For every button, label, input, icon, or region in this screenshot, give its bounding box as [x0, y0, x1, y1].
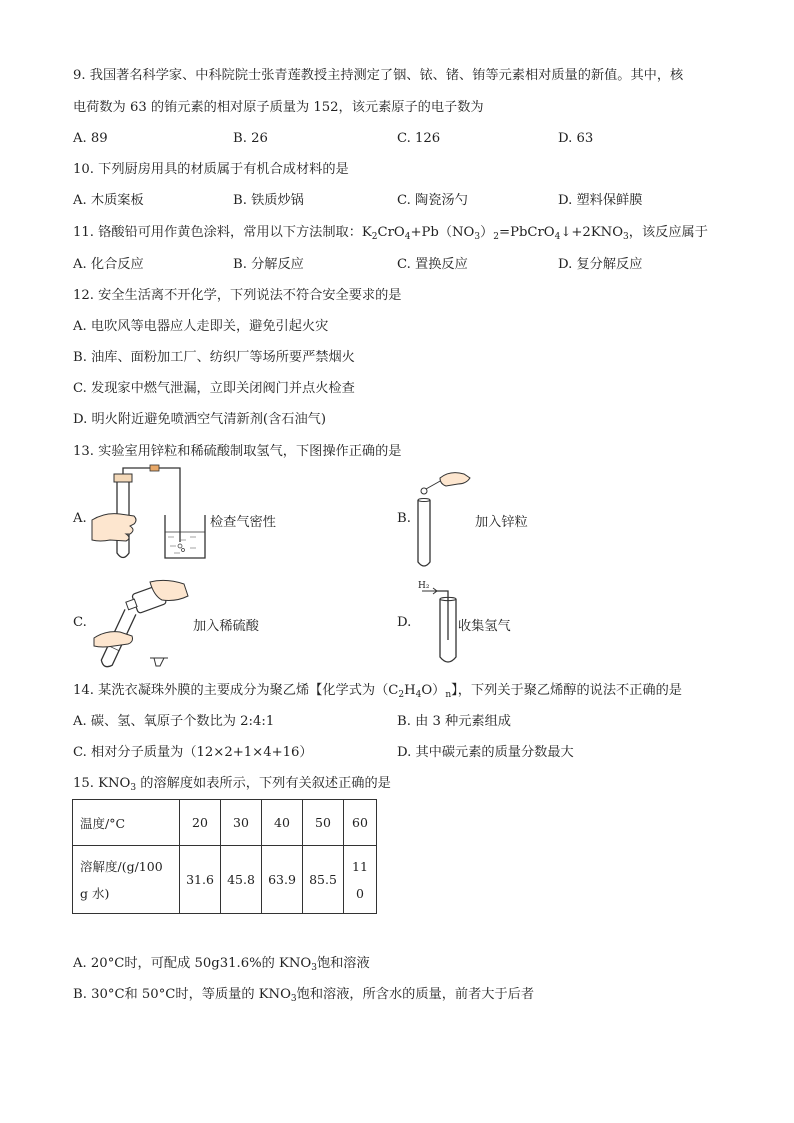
q13-stem: 13. 实验室用锌粒和稀硫酸制取氢气，下图操作正确的是 — [73, 444, 402, 459]
q15-option-a: A. 20°C时，可配成 50g31.6%的 $KNO_3$饱和溶液 — [73, 956, 370, 973]
q9-option-c: C. 126 — [397, 131, 441, 146]
q13-label-d: D. — [397, 615, 412, 630]
q10-option-a: A. 木质案板 — [73, 193, 144, 208]
figure-adding-acid — [92, 580, 192, 670]
q13-caption-a: 检查气密性 — [210, 515, 276, 530]
solubility-table — [72, 799, 377, 914]
q12-option-b: B. 油库、面粉加工厂、纺织厂等场所要严禁烟火 — [73, 350, 355, 365]
q12-option-d: D. 明火附近避免喷洒空气清新剂(含石油气) — [73, 412, 326, 427]
q10-option-c: C. 陶瓷汤勺 — [397, 193, 468, 208]
q11-option-c: C. 置换反应 — [397, 257, 468, 272]
table-cell: 30 — [221, 800, 262, 846]
table-cell: 85.5 — [303, 846, 344, 914]
q14-option-a: A. 碳、氢、氧原子个数比为 2:4:1 — [73, 714, 275, 729]
q15-option-b: B. 30°C和 50°C时，等质量的 $KNO_3$饱和溶液，所含水的质量，前者大于后者 — [73, 987, 535, 1004]
q13-caption-b: 加入锌粒 — [475, 515, 528, 530]
q11-option-d: D. 复分解反应 — [558, 257, 643, 272]
table-cell: 60 — [344, 800, 377, 846]
q14-option-b: B. 由 3 种元素组成 — [397, 714, 511, 729]
q10-option-d: D. 塑料保鲜膜 — [558, 193, 643, 208]
q13-h2-label: H₂ — [418, 581, 430, 591]
q11-option-a: A. 化合反应 — [73, 257, 144, 272]
q15-stem: 15. $KNO_3$ 的溶解度如表所示，下列有关叙述正确的是 — [73, 776, 391, 793]
q11-stem: 11. 铬酸铅可用作黄色涂料，常用以下方法制取：$K_2CrO_4+Pb(NO_3)_2=PbCrO_4↓+2KNO_3$，该反应属于 — [73, 225, 708, 242]
q14-option-d: D. 其中碳元素的质量分数最大 — [397, 745, 574, 760]
table-cell: 20 — [180, 800, 221, 846]
q13-label-b: B. — [397, 511, 411, 526]
q10-option-b: B. 铁质炒锅 — [233, 193, 304, 208]
q13-label-a: A. — [73, 511, 87, 526]
table-cell: 31.6 — [180, 846, 221, 914]
q9-option-b: B. 26 — [233, 131, 268, 146]
table-header-solubility: 溶解度/(g/100 g 水) — [73, 846, 180, 914]
q12-stem: 12. 安全生活离不开化学，下列说法不符合安全要求的是 — [73, 288, 402, 303]
q12-option-c: C. 发现家中燃气泄漏，立即关闭阀门并点火检查 — [73, 381, 355, 396]
q9-stem-line2: 电荷数为 63 的铕元素的相对原子质量为 152，该元素原子的电子数为 — [73, 100, 484, 115]
q14-option-c: C. 相对分子质量为（12×2+1×4+16） — [73, 745, 313, 760]
table-row-temperature — [73, 800, 377, 846]
table-cell: 50 — [303, 800, 344, 846]
table-cell: 63.9 — [262, 846, 303, 914]
table-row-solubility — [73, 846, 377, 914]
figure-adding-zinc — [412, 470, 472, 570]
q12-option-a: A. 电吹风等电器应人走即关，避免引起火灾 — [73, 319, 329, 334]
table-cell: 11 0 — [344, 846, 377, 914]
table-cell: 40 — [262, 800, 303, 846]
q11-option-b: B. 分解反应 — [233, 257, 304, 272]
q9-option-d: D. 63 — [558, 131, 594, 146]
q10-stem: 10. 下列厨房用具的材质属于有机合成材料的是 — [73, 162, 349, 177]
q13-label-c: C. — [73, 615, 87, 630]
q9-stem-line1: 9. 我国著名科学家、中科院院士张青莲教授主持测定了铟、铱、锗、铕等元素相对质量的新值。其中，核 — [73, 68, 684, 83]
table-cell: 45.8 — [221, 846, 262, 914]
table-header-temperature: 温度/°C — [73, 800, 180, 846]
q9-option-a: A. 89 — [73, 131, 108, 146]
q13-caption-c: 加入稀硫酸 — [193, 619, 259, 634]
q14-stem: 14. 某洗衣凝珠外膜的主要成分为聚乙烯【化学式为$(C_2H_4O)_n$】，下列关于聚乙烯醇的说法不正确的是 — [73, 683, 682, 700]
q13-caption-d: 收集氢气 — [458, 619, 511, 634]
figure-airtightness-check — [90, 470, 210, 570]
